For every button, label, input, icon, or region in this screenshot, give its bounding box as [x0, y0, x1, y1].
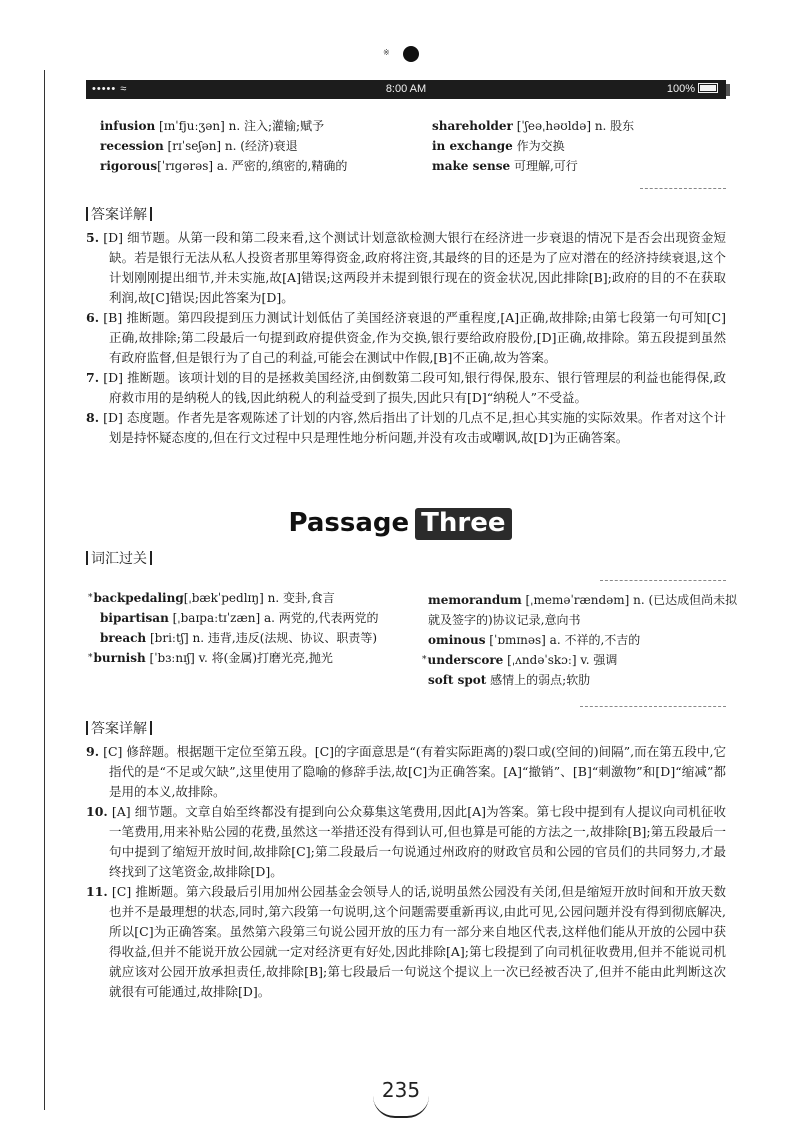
vocab-entry: shareholder [ˈʃeəˌhəʊldə] n. 股东 — [432, 119, 635, 133]
answers2-heading: 答案详解 — [86, 718, 152, 738]
battery-indicator — [667, 83, 718, 95]
battery-label: 100% — [666, 83, 695, 95]
answer-item: 9. [C] 修辞题。根据题干定位至第五段。[C]的字面意思是“(有着实际距离的)裂口或(空间的)间隔”,而在第五段中,它指代的是“不足或欠缺”,这里使用了隐喻的修辞手法,故[C]为正确答案。[A]“撤销”、[B]“刺激物”和[D]“缩减”都是用的本义,故排除。 — [86, 744, 726, 799]
vocab-entry: in exchange 作为交换 — [432, 139, 565, 153]
top-mark: ※ — [383, 48, 390, 57]
passage-heading — [0, 508, 800, 540]
answer-item: 8. [D] 态度题。作者先是客观陈述了计划的内容,然后指出了计划的几点不足,担心其实施的实际效果。作者对这个计划是持怀疑态度的,但在行文过程中只是理性地分析问题,并没有攻击或嘲讽,故[D]为正确答案。 — [86, 410, 726, 445]
vocab-entry: *backpedaling[ˌbækˈpedlɪŋ] n. 变卦,食言 — [88, 591, 335, 605]
vocab-entry: *burnish [ˈbɜːnɪʃ] v. 将(金属)打磨光亮,抛光 — [88, 651, 333, 665]
answers1-heading: 答案详解 — [86, 204, 152, 224]
page-edge-line — [44, 70, 45, 1110]
vocab-entry: ominous [ˈɒmɪnəs] a. 不祥的,不吉的 — [428, 633, 641, 647]
page-number-arc — [373, 1096, 429, 1118]
signal-indicator: ••••• ≈ — [92, 83, 128, 95]
scroll-marker — [726, 84, 730, 96]
page-number — [373, 1078, 429, 1118]
answers2-list — [86, 742, 726, 1002]
vocab-entry: soft spot 感情上的弱点;软肋 — [428, 673, 591, 687]
answer-item: 6. [B] 推断题。第四段提到压力测试计划低估了美国经济衰退的严重程度,[A]正确,故排除;由第七段第一句可知[C]正确,故排除;第二段最后一句提到政府提供资金,作为交换,银行要给政府股份,[D]正确,故排除。第五段提到虽然有政府监督,但是银行为了自己的利益,可能会在测试中作假,[B]不正确,故为答案。 — [86, 310, 726, 365]
vocab2-right — [422, 590, 742, 690]
divider — [640, 188, 726, 189]
status-time: 8:00 AM — [385, 83, 427, 95]
answer-item: 7. [D] 推断题。该项计划的目的是拯救美国经济,由倒数第二段可知,银行得保,股东、银行管理层的利益也能得保,政府救市用的是纳税人的钱,因此纳税人的利益受到了损失,因此只有[D]“纳税人”不受益。 — [86, 370, 726, 405]
answer-item: 11. [C] 推断题。第六段最后引用加州公园基金会领导人的话,说明虽然公园没有关闭,但是缩短开放时间和开放天数也并不是最理想的状态,同时,第六段第一句说明,这个问题需要重新再议,由此可见,公园问题并没有得到彻底解决,所以[C]为正确答案。虽然第六段第三句说公园开放的压力有一部分来自地区代表,这样他们能从开放的公园中获得收益,但并不能说开放公园就一定对经济更有好处,因此排除[A];第七段提到了向司机征收费用,但并不能说司机就应该对公园开放承担责任,故排除[B];第七段最后一句说这个提议上一次已经被否决了,但并不能由此判断这次就很有可能通过,故排除[D]。 — [86, 884, 726, 999]
answer-item: 10. [A] 细节题。文章自始至终都没有提到向公众募集这笔费用,因此[A]为答案。第七段中提到有人提议向司机征收一笔费用,用来补贴公园的花费,虽然这一举措还没有得到认可,但也算是可能的方法之一,故排除[B];第五段最后一句中提到了缩短开放时间,故排除[C];第二段最后一句说通过州政府的财政官员和公园的官员们的共同努力,才最终找到了这笔资金,故排除[D]。 — [86, 804, 726, 879]
passage-word: Passage — [288, 508, 410, 538]
vocab1-left — [100, 116, 420, 176]
vocab-entry: recession [rɪˈseʃən] n. (经济)衰退 — [100, 139, 298, 153]
vocab2-left — [88, 588, 418, 668]
vocab1-right — [432, 116, 732, 176]
vocab-entry: *underscore [ˌʌndəˈskɔː] v. 强调 — [422, 653, 618, 667]
vocab-entry: breach [briːtʃ] n. 违背,违反(法规、协议、职责等) — [100, 631, 378, 645]
answers1-list — [86, 228, 726, 448]
vocab-entry: memorandum [ˌmeməˈrændəm] n. (已达成但尚未拟就及签字的)协议记录,意向书 — [428, 593, 738, 627]
passage-number: Three — [415, 508, 511, 540]
answer-item: 5. [D] 细节题。从第一段和第二段来看,这个测试计划意欲检测大银行在经济进一步衰退的情况下是否会出现资金短缺。若是银行无法从私人投资者那里筹得资金,政府将注资,其最终的目的还是为了应对潜在的经济持续衰退,这个计划刚刚提出细节,并未实施,故[A]错误;这两段并未提到银行现在的资金状况,因此排除[B];政府的目的不在获取利润,故[C]错误;因此答案为[D]。 — [86, 230, 726, 305]
battery-icon — [698, 83, 718, 93]
divider — [580, 706, 726, 707]
camera-dot — [403, 46, 419, 62]
divider — [600, 580, 726, 581]
status-bar — [86, 80, 726, 99]
vocab-entry: make sense 可理解,可行 — [432, 159, 578, 173]
vocab-entry: infusion [ɪnˈfjuːʒən] n. 注入;灌输;赋予 — [100, 119, 325, 133]
vocab-entry: rigorous[ˈrɪgərəs] a. 严密的,缜密的,精确的 — [100, 159, 348, 173]
vocab-entry: bipartisan [ˌbaɪpaːtɪˈzæn] a. 两党的,代表两党的 — [100, 611, 379, 625]
vocab2-heading: 词汇过关 — [86, 548, 152, 568]
page-number-text: 235 — [381, 1078, 421, 1102]
